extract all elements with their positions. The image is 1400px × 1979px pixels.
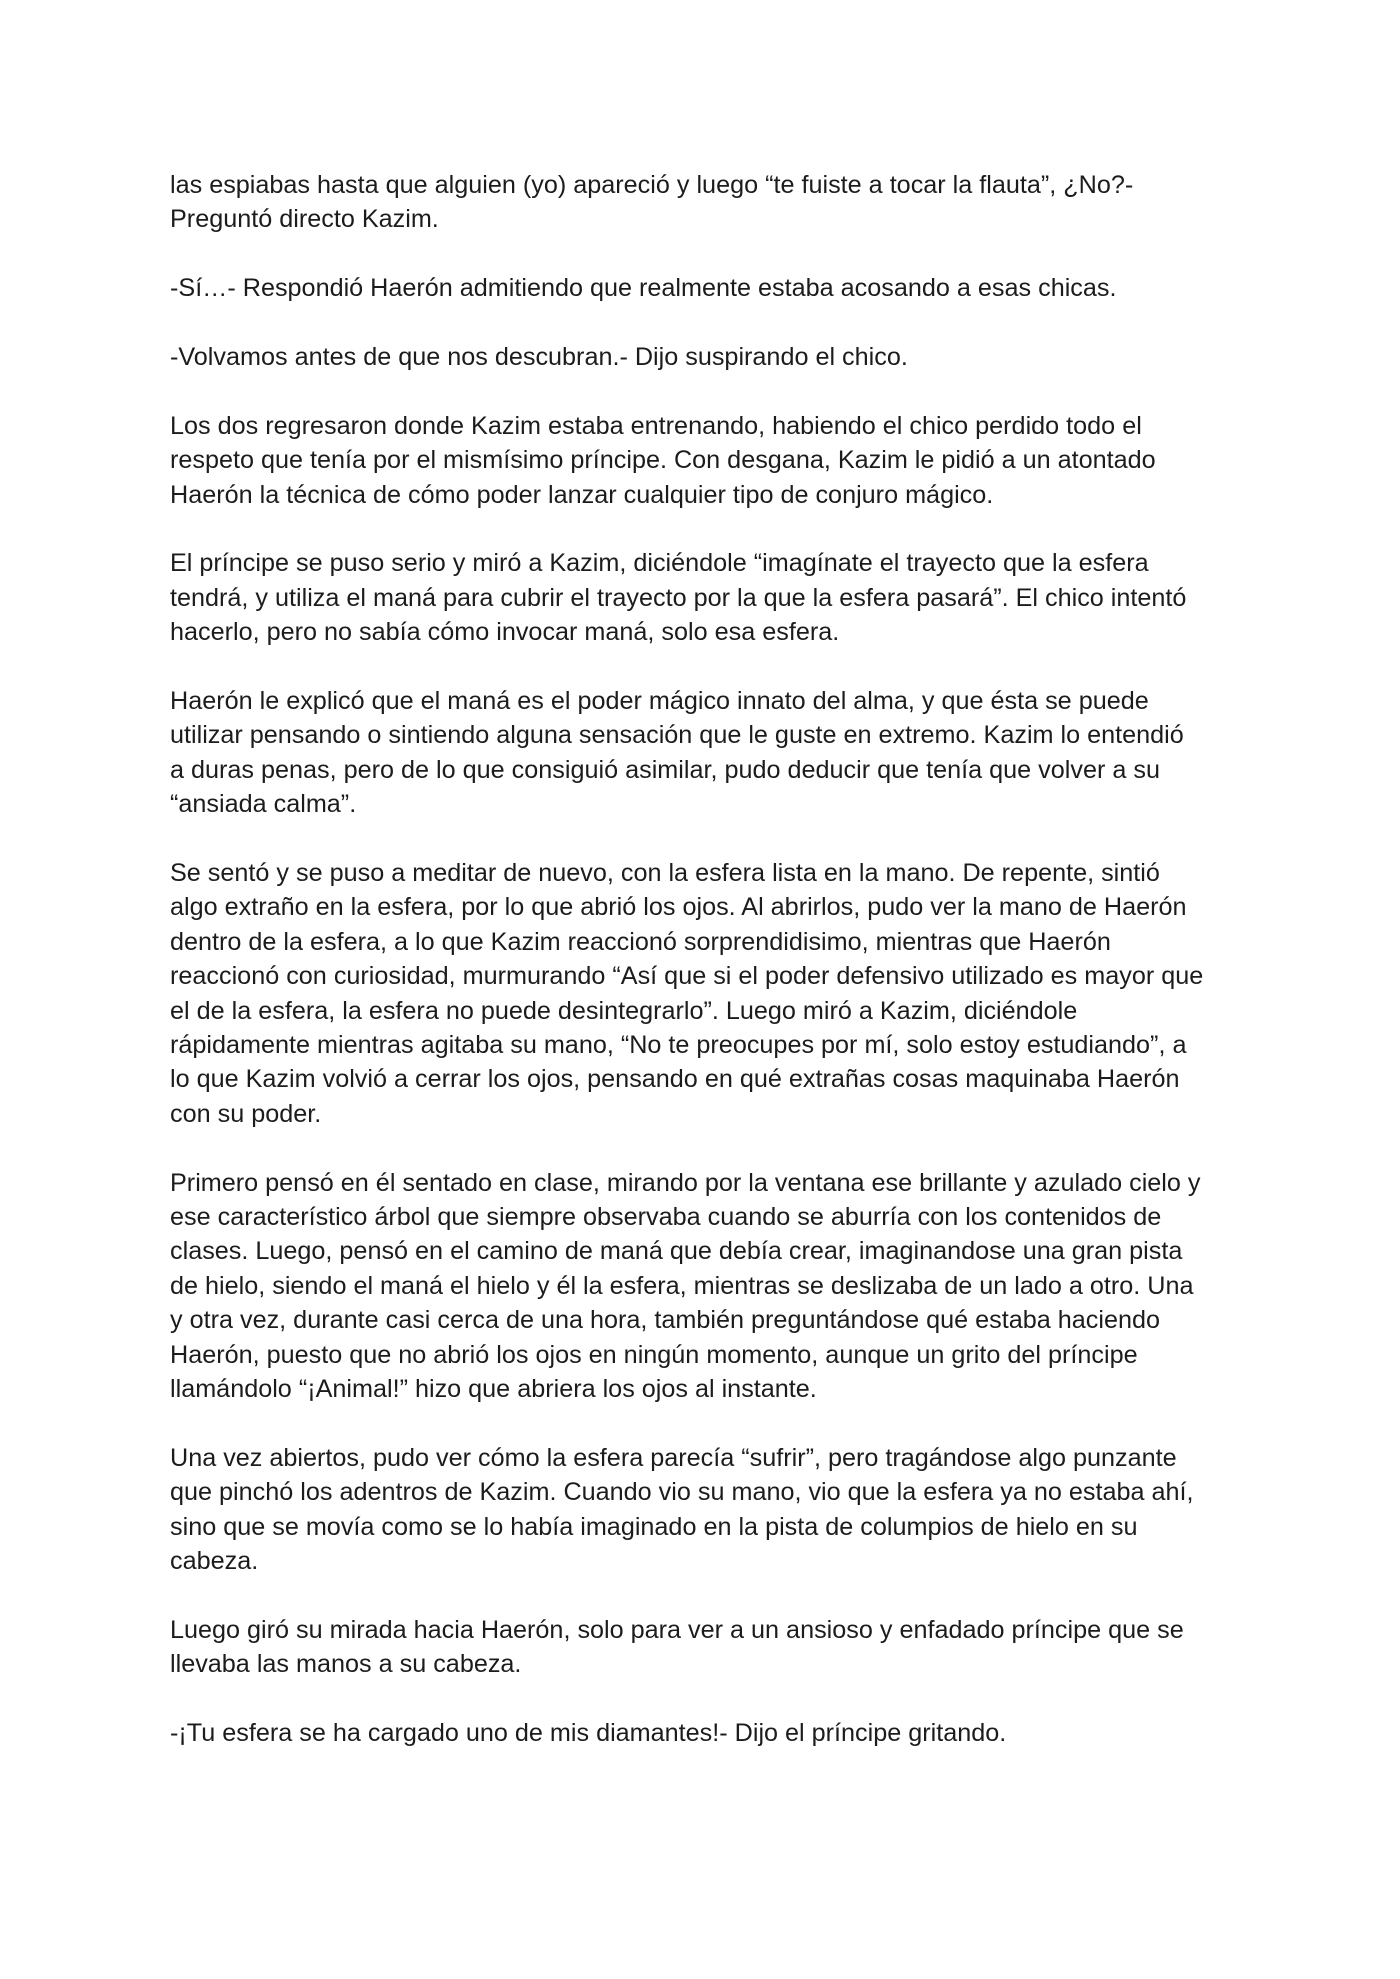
paragraph-3: -Volvamos antes de que nos descubran.- Dijo suspirando el chico.: [170, 343, 908, 371]
paragraph-5: El príncipe se puso serio y miró a Kazim, diciéndole “imagínate el trayecto que la esfera tendrá, y utiliza el maná para cubrir el trayecto por la que la esfera pasará”. El chico intentó hacerlo, pero no sabía cómo invocar maná, solo esa esfera.: [170, 549, 1187, 647]
paragraph-10: Luego giró su mirada hacia Haerón, solo para ver a un ansioso y enfadado príncipe que se llevaba las manos a su cabeza.: [170, 1615, 1184, 1679]
document-body: [170, 168, 1240, 1785]
paragraph-4: Los dos regresaron donde Kazim estaba entrenando, habiendo el chico perdido todo el respeto que tenía por el mismísimo príncipe. Con desgana, Kazim le pidió a un atontado Haerón la técnica de cómo poder lanzar cualquier tipo de conjuro mágico.: [170, 411, 1156, 509]
paragraph-11: -¡Tu esfera se ha cargado uno de mis diamantes!- Dijo el príncipe gritando.: [170, 1719, 1007, 1748]
paragraph-6: Haerón le explicó que el maná es el poder mágico innato del alma, y que ésta se puede utilizar pensando o sintiendo alguna sensación que le guste en extremo. Kazim lo entendió a duras penas, pero de lo que consiguió asimilar, pudo deducir que tenía que volver a su “ansiada calma”.: [170, 687, 1184, 819]
paragraph-8: Primero pensó en él sentado en clase, mirando por la ventana ese brillante y azulado cielo y ese característico árbol que siempre observaba cuando se aburría con los contenidos de clases. Luego, pensó en el camino de maná que debía crear, imaginandose una gran pista de hielo, siendo el maná el hielo y él la esfera, mientras se deslizaba de un lado a otro. Una y otra vez, durante casi cerca de una hora, también preguntándose qué estaba haciendo Haerón, puesto que no abrió los ojos en ningún momento, aunque un grito del príncipe llamándolo “¡Animal!” hizo que abriera los ojos al instante.: [170, 1168, 1201, 1404]
paragraph-9: Una vez abiertos, pudo ver cómo la esfera parecía “sufrir”, pero tragándose algo punzante que pinchó los adentros de Kazim. Cuando vio su mano, vio que la esfera ya no estaba ahí, sino que se movía como se lo había imaginado en la pista de columpios de hielo en su cabeza.: [170, 1443, 1194, 1576]
paragraph-7: Se sentó y se puso a meditar de nuevo, con la esfera lista en la mano. De repente, sintió algo extraño en la esfera, por lo que abrió los ojos. Al abrirlos, pudo ver la mano de Haerón dentro de la esfera, a lo que Kazim reaccionó sorprendidisimo, mientras que Haerón reaccionó con curiosidad, murmurando “Así que si el poder defensivo utilizado es mayor que el de la esfera, la esfera no puede desintegrarlo”. Luego miró a Kazim, diciéndole rápidamente mientras agitaba su mano, “No te preocupes por mí, solo estoy estudiando”, a lo que Kazim volvió a cerrar los ojos, pensando en qué extrañas cosas maquinaba Haerón con su poder.: [170, 859, 1204, 1128]
paragraph-1: las espiabas hasta que alguien (yo) apareció y luego “te fuiste a tocar la flauta”, ¿No?- Preguntó directo Kazim.: [170, 171, 1134, 234]
paragraph-2: -Sí…- Respondió Haerón admitiendo que realmente estaba acosando a esas chicas.: [170, 274, 1117, 303]
